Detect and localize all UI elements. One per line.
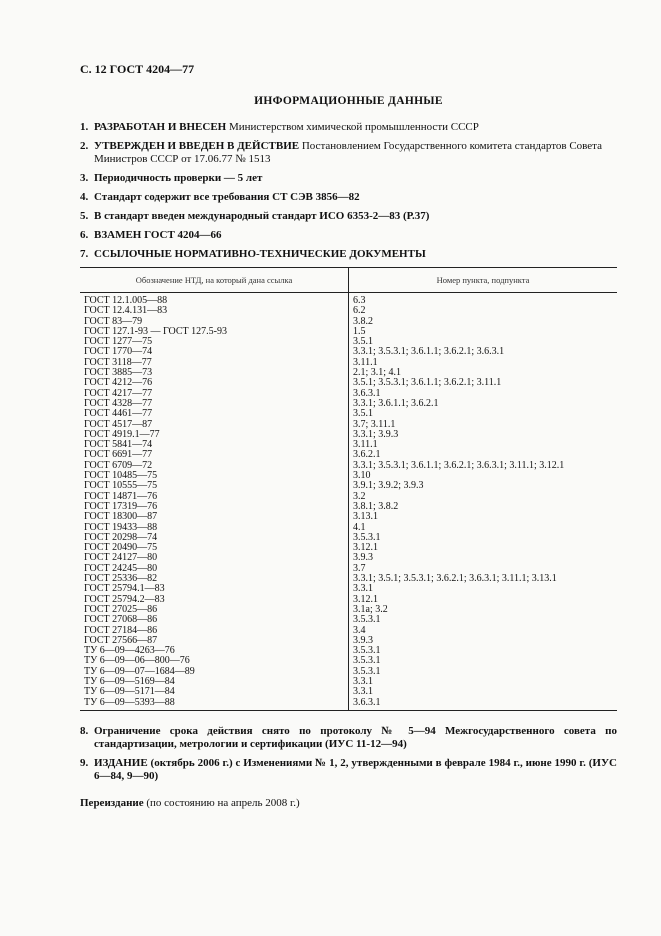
item-text [94,725,617,751]
table-row [80,358,617,368]
reference-table [80,267,617,711]
cell-clause: 3.2 [353,490,366,502]
item-number: 6. [80,229,89,241]
table-row [80,502,617,512]
item-plain-text: Постановлением Государственного комитета стандартов Совета Министров СССР от 17.06.77 № 1513 [94,140,602,165]
item-number: 9. [80,756,89,769]
cell-document: ГОСТ 25794.2—83 [80,595,349,605]
cell-clause: 3.6.2.1 [353,449,381,461]
table-row [80,533,617,543]
table-header-row [80,268,617,293]
item-bold-text: РАЗРАБОТАН И ВНЕСЕН [94,121,227,133]
cell-document: ГОСТ 10555—75 [80,481,349,491]
item-bold-text: УТВЕРЖДЕН И ВВЕДЕН В ДЕЙСТВИЕ [94,140,300,152]
cell-document: ТУ 6—09—5169—84 [80,677,349,687]
item-bold-text: Стандарт содержит все требования СТ СЭВ 3856—82 [94,191,360,203]
cell-clause: 3.11.1 [353,439,378,451]
cell-clause: 3.12.1 [353,542,378,554]
cell-clause: 3.12.1 [353,593,378,605]
cell-document: ГОСТ 27184—86 [80,626,349,636]
column-header-document: Обозначение НТД, на который дана ссылка [80,268,349,293]
cell-document: ГОСТ 19433—88 [80,523,349,533]
table-row [80,626,617,636]
cell-document: ГОСТ 27566—87 [80,636,349,646]
document-page [80,62,617,809]
item-number: 5. [80,210,89,222]
cell-clause: 3.3.1; 3.5.1; 3.5.3.1; 3.6.2.1; 3.6.3.1; 3.11.1; 3.13.1 [353,573,557,585]
table-row [80,337,617,347]
cell-document: ТУ 6—09—06—800—76 [80,656,349,666]
reissue-note [80,797,617,809]
cell-clause: 3.5.3.1 [353,531,381,543]
table-row [80,461,617,471]
table-row [80,293,617,307]
table-row [80,512,617,522]
cell-clause: 3.5.3.1 [353,614,381,626]
cell-document: ГОСТ 5841—74 [80,440,349,450]
table-row [80,327,617,337]
cell-clause: 6.3 [353,295,366,306]
info-item [80,191,617,204]
table-row [80,553,617,563]
item-text [94,140,617,166]
item-text [94,121,617,134]
cell-clause: 3.5.1 [353,408,373,420]
cell-clause: 6.2 [353,305,366,317]
cell-document: ГОСТ 4328—77 [80,399,349,409]
table-row [80,698,617,711]
cell-clause: 3.8.2 [353,315,373,327]
table-row [80,409,617,419]
table-row [80,440,617,450]
cell-document: ГОСТ 10485—75 [80,471,349,481]
item-text [94,757,617,783]
cell-clause: 2.1; 3.1; 4.1 [353,367,402,379]
item-bold-text: Периодичность проверки — 5 лет [94,172,263,184]
info-items [80,121,617,261]
item-text [94,172,617,185]
info-item [80,140,617,166]
item-bold-text: Ограничение срока действия снято по протоколу № 5—94 Межгосударственного совета по стандартизации, метрологии и сертификации (ИУС 11-12—94) [94,724,617,750]
cell-document: ГОСТ 14871—76 [80,492,349,502]
cell-document: ГОСТ 25336—82 [80,574,349,584]
table-row [80,605,617,615]
table-row [80,481,617,491]
table-row [80,492,617,502]
cell-document: ГОСТ 20298—74 [80,533,349,543]
cell-clause: 3.3.1; 3.5.3.1; 3.6.1.1; 3.6.2.1; 3.6.3.1 [353,346,505,358]
cell-clause: 3.6.3.1 [353,387,381,399]
table-row [80,368,617,378]
reissue-label: Переиздание [80,796,144,809]
cell-clause: 3.5.3.1 [353,665,381,677]
table-row [80,306,617,316]
item-number: 4. [80,191,89,203]
table-row [80,389,617,399]
info-item [80,725,617,751]
table-row [80,347,617,357]
cell-document: ГОСТ 83—79 [80,317,349,327]
cell-document: ГОСТ 6691—77 [80,450,349,460]
reissue-date: (по состоянию на апрель 2008 г.) [143,796,300,809]
table-row [80,471,617,481]
cell-clause: 3.5.1; 3.5.3.1; 3.6.1.1; 3.6.2.1; 3.11.1 [353,377,502,389]
cell-document: ГОСТ 24127—80 [80,553,349,563]
cell-clause: 3.9.3 [353,634,373,646]
info-item [80,121,617,134]
item-number: 1. [80,121,89,133]
cell-document: ГОСТ 20490—75 [80,543,349,553]
table-row [80,378,617,388]
cell-clause: 1.5 [353,325,366,337]
cell-clause: 3.13.1 [353,511,378,523]
cell-clause: 3.7 [353,562,366,574]
cell-clause: 3.3.1 [353,583,373,595]
table-row [80,595,617,605]
cell-clause: 3.5.3.1 [353,645,381,657]
cell-clause: 3.3.1; 3.9.3 [353,428,399,440]
cell-clause: 3.3.1 [353,686,373,698]
info-item [80,229,617,242]
cell-document: ГОСТ 4461—77 [80,409,349,419]
cell-clause: 3.3.1; 3.6.1.1; 3.6.2.1 [353,397,439,409]
table-row [80,523,617,533]
cell-document: ГОСТ 12.1.005—88 [80,293,349,307]
cell-clause: 3.5.3.1 [353,655,381,667]
cell-clause: 3.11.1 [353,356,378,368]
info-item [80,172,617,185]
cell-document: ГОСТ 27068—86 [80,615,349,625]
item-number: 8. [80,724,89,737]
table-row [80,543,617,553]
item-text [94,248,617,261]
cell-document: ГОСТ 17319—76 [80,502,349,512]
table-row [80,399,617,409]
cell-document: ТУ 6—09—4263—76 [80,646,349,656]
item-bold-text: ССЫЛОЧНЫЕ НОРМАТИВНО-ТЕХНИЧЕСКИЕ ДОКУМЕНТЫ [94,248,426,260]
cell-document: ГОСТ 25794.1—83 [80,584,349,594]
cell-document: ГОСТ 127.1-93 — ГОСТ 127.5-93 [80,327,349,337]
cell-clause: 3.5.1 [353,336,373,348]
table-row [80,420,617,430]
cell-document: ГОСТ 4212—76 [80,378,349,388]
table-row [80,615,617,625]
cell-clause: 3.6.3.1 [349,698,618,711]
info-items-after [80,725,617,783]
column-header-clause: Номер пункта, подпункта [349,268,618,293]
cell-clause: 3.9.1; 3.9.2; 3.9.3 [353,480,424,492]
page-header: С. 12 ГОСТ 4204—77 [80,62,195,76]
item-plain-text: Министерством химической промышленности СССР [226,121,479,133]
cell-document: ГОСТ 18300—87 [80,512,349,522]
cell-clause: 4.1 [353,521,366,533]
item-text [94,229,617,242]
cell-document: ГОСТ 3118—77 [80,358,349,368]
item-number: 7. [80,248,89,260]
cell-document: ТУ 6—09—5171—84 [80,687,349,697]
cell-clause: 3.3.1 [353,675,373,687]
table-body [80,293,617,711]
cell-clause: 3.8.1; 3.8.2 [353,500,399,512]
cell-clause: 3.1а; 3.2 [353,603,388,615]
item-text [94,210,617,223]
cell-document: ГОСТ 6709—72 [80,461,349,471]
cell-document: ГОСТ 24245—80 [80,564,349,574]
info-item [80,210,617,223]
info-item [80,248,617,261]
cell-document: ТУ 6—09—07—1684—89 [80,667,349,677]
cell-document: ГОСТ 4517—87 [80,420,349,430]
info-item [80,757,617,783]
item-bold-text: В стандарт введен международный стандарт ИСО 6353-2—83 (Р.37) [94,210,430,222]
item-number: 3. [80,172,89,184]
cell-document: ГОСТ 1770—74 [80,347,349,357]
cell-clause: 3.4 [353,624,366,636]
cell-clause: 3.3.1; 3.5.3.1; 3.6.1.1; 3.6.2.1; 3.6.3.1; 3.11.1; 3.12.1 [353,459,565,471]
item-number: 2. [80,140,89,152]
cell-document: ГОСТ 4919.1—77 [80,430,349,440]
cell-clause: 3.10 [353,470,371,482]
cell-document: ГОСТ 12.4.131—83 [80,306,349,316]
cell-document: ГОСТ 4217—77 [80,389,349,399]
item-bold-text: ВЗАМЕН ГОСТ 4204—66 [94,229,222,241]
cell-clause: 3.7; 3.11.1 [353,418,396,430]
cell-clause: 3.9.3 [353,552,373,564]
item-bold-text: ИЗДАНИЕ (октябрь 2006 г.) с Изменениями № 1, 2, утвержденными в феврале 1984 г., июне 1990 г. (ИУС 6—84, 9—90) [94,756,617,782]
table-row [80,430,617,440]
item-text [94,191,617,204]
cell-document: ГОСТ 27025—86 [80,605,349,615]
cell-document: ГОСТ 3885—73 [80,368,349,378]
cell-document: ТУ 6—09—5393—88 [80,698,349,711]
cell-document: ГОСТ 1277—75 [80,337,349,347]
section-title: ИНФОРМАЦИОННЫЕ ДАННЫЕ [254,95,443,107]
